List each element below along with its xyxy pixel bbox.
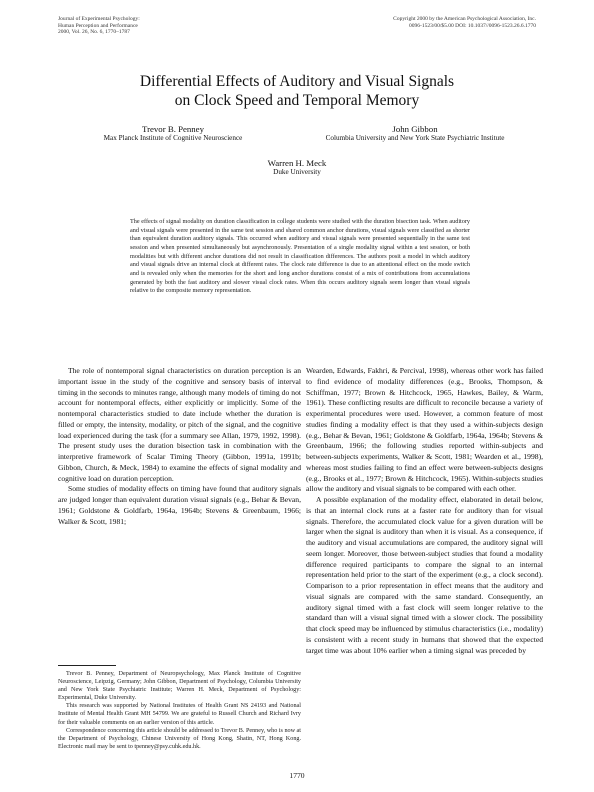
right-column bbox=[306, 366, 543, 656]
journal-subtitle: Human Perception and Performance bbox=[58, 22, 138, 29]
title-line-2: on Clock Speed and Temporal Memory bbox=[174, 92, 420, 109]
funding-note: This research was supported by National Institutes of Health Grant NS 24193 and National Institute of Mental Health Grant MH 54799. We are grateful to Russell Church and Richard Ivry for their valuable comments on an earlier version of this article. bbox=[58, 703, 301, 726]
correspondence-note: Correspondence concerning this article should be addressed to Trevor B. Penney, who is now at the Department of Psychology, Chinese University of Hong Kong, Shatin, NT, Hong Kong. Electronic mail may be sent to tpenney@psy.cuhk.edu.hk. bbox=[58, 727, 301, 750]
journal-volume: 2000, Vol. 26, No. 6, 1770–1787 bbox=[58, 29, 130, 35]
author-note: Trevor B. Penney, Department of Neuropsychology, Max Planck Institute of Cognitive Neuroscience, Leipzig, Germany; John Gibbon, Department of Psychology, Columbia University and New York State Psychiatric Institute; Warren H. Meck, Department of Psychology: Experimental, Duke University. bbox=[58, 671, 301, 702]
article-title bbox=[0, 72, 594, 110]
author-affiliation: Duke University bbox=[273, 168, 321, 176]
author-name: Warren H. Meck bbox=[267, 158, 327, 168]
body-paragraph: Some studies of modality effects on timing have found that auditory signals are judged longer than equivalent duration visual signals (e.g., Behar & Bevan, 1961; Goldstone & Goldfarb, 1964a, 1964b; Stevens & Greenbaum, 1966; Walker & Scott, 1981; bbox=[58, 484, 301, 526]
footnote-rule bbox=[58, 665, 116, 666]
author-name: John Gibbon bbox=[392, 124, 438, 134]
author-block-1 bbox=[58, 124, 288, 143]
author-affiliation: Max Planck Institute of Cognitive Neuroscience bbox=[103, 134, 243, 142]
author-affiliation: Columbia University and New York State Psychiatric Institute bbox=[325, 134, 505, 142]
body-paragraph: The role of nontemporal signal characteristics on duration perception is an important issue in the study of the cognitive and sensory basis of interval timing in the seconds to minutes range, although many models of timing do not account for nontemporal effects, either explicitly or implicitly. Some of the nontemporal characteristics studied to date include whether the duration is filled or empty, the intensity, modality, or pitch of the signal, and the cognitive load experienced during the task (for a summary see Allan, 1979, 1992, 1998). The present study uses the duration bisection task in combination with the interpretive framework of Scalar Timing Theory (Gibbon, 1991a, 1991b; Gibbon, Church, & Meck, 1984) to examine the effects of signal modality and cognitive load on duration perception. bbox=[58, 366, 301, 483]
journal-name: Journal of Experimental Psychology: bbox=[58, 16, 140, 22]
author-block-3 bbox=[0, 158, 594, 177]
doi-line: 0096-1523/00/$5.00 DOI: 10.1037//0096-1523.26.6.1770 bbox=[409, 22, 536, 29]
title-line-1: Differential Effects of Auditory and Visual Signals bbox=[139, 73, 455, 90]
abstract: The effects of signal modality on duration classification in college students were studied with the duration bisection task. When auditory and visual signals were presented in the same test session and shared common anchor durations, visual signals were classified as shorter than equivalent duration auditory signals. This occurred when auditory and visual signals were presented sequentially in the same test session and when presented simultaneously but asynchronously. Presentation of a single modality signal within a test session, or both modalities but with different anchor durations did not result in classification differences. The authors posit a model in which auditory and visual signals drive an internal clock at different rates. The clock rate difference is due to an attentional effect on the mode switch and is revealed only when the memories for the short and long anchor durations consist of a mix of contributions from accumulations generated by both the fast auditory and slower visual clock rates. When this occurs auditory signals seem longer than visual signals relative to the composite memory representation. bbox=[130, 218, 470, 295]
journal-header-right bbox=[393, 16, 536, 29]
journal-header-left bbox=[58, 16, 140, 36]
body-paragraph: Wearden, Edwards, Fakhri, & Percival, 1998), whereas other work has failed to find evidence of modality differences (e.g., Brooks, Thompson, & Schiffman, 1977; Brown & Hitchcock, 1965, Hawkes, Bailey, & Warm, 1961). These conflicting results are difficult to reconcile because a variety of experimental procedures were used. However, a common feature of most studies finding a modality effect is that they used a within-subjects design (e.g., Behar & Bevan, 1961; Goldstone & Goldfarb, 1964a, 1964b; Stevens & Greenbaum, 1966; the following studies reported within-subjects and between-subjects experiments, Walker & Scott, 1981; Wearden et al., 1998), whereas most studies failing to find an effect were between-subjects designs (e.g., Brooks et al., 1977; Brown & Hitchcock, 1965). Within-subjects studies allow the auditory and visual signals to be compared with each other. bbox=[306, 366, 543, 494]
author-name: Trevor B. Penney bbox=[142, 124, 204, 134]
page-number: 1770 bbox=[289, 771, 305, 780]
footnotes bbox=[58, 670, 301, 751]
body-paragraph: A possible explanation of the modality effect, elaborated in detail below, is that an internal clock runs at a faster rate for auditory than for visual signals. Therefore, the accumulated clock value for a given duration will be larger when the signal is auditory than when it is visual. As a consequence, if the auditory and visual accumulations are compared, the auditory signal will seem longer. Moreover, those between-subject studies that found a modality difference required participants to compare the signal to an internal representation held prior to the start of the experiment (e.g., a clock second). Comparison to a prior representation in effect means that the auditory and visual signals are compared with the same standard. Consequently, an auditory signal timed with a fast clock will seem longer relative to the standard than will a visual signal timed with a slower clock. The possibility that clock speed may be influenced by stimulus characteristics (i.e., modality) is consistent with a recent study in humans that showed that the expected target time was about 10% earlier when a timing signal was preceded by bbox=[306, 495, 543, 655]
left-column bbox=[58, 366, 301, 527]
author-block-2 bbox=[290, 124, 540, 143]
copyright-line: Copyright 2000 by the American Psychological Association, Inc. bbox=[393, 16, 536, 22]
